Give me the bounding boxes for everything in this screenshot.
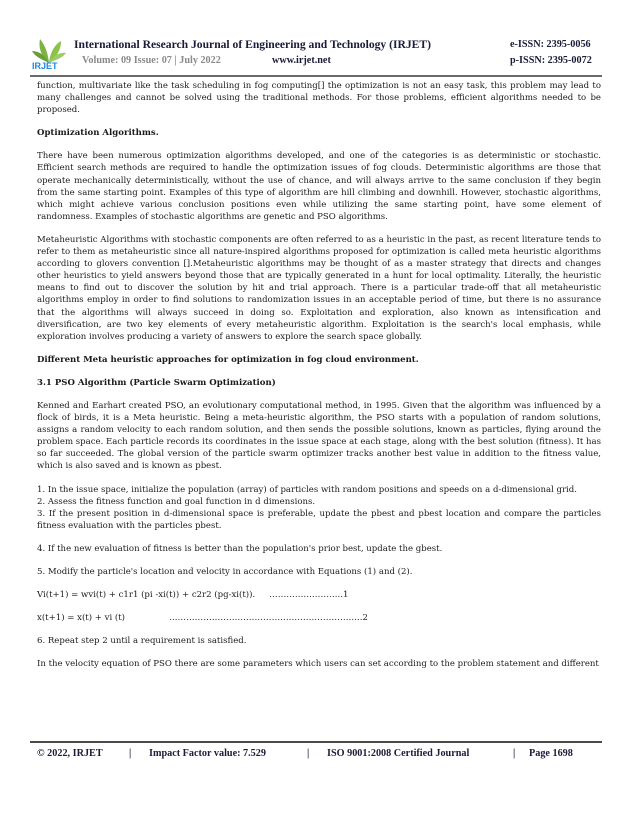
e-issn: e-ISSN: 2395-0056	[510, 39, 591, 50]
equation-number: ……………………..1	[269, 590, 349, 601]
footer-separator: |	[129, 748, 132, 759]
header-divider	[30, 75, 602, 77]
subsection-heading: 3.1 PSO Algorithm (Particle Swarm Optimization)	[37, 377, 276, 388]
equation-text: Vi(t+1) = wvi(t) + c1r1 (pi -xi(t)) + c2r2 (pg-xi(t)).	[37, 590, 256, 601]
list-item: 6. Repeat step 2 until a requirement is satisfied.	[37, 636, 247, 647]
copyright: © 2022, IRJET	[37, 748, 103, 759]
list-item: 2. Assess the fitness function and goal function in d dimensions.	[37, 496, 316, 507]
paragraph: Kenned and Earhart created PSO, an evolutionary computational method, in 1995. Given that the algorithm was influenced by a flock of birds, it is a Meta heuristic. Being a meta-heuristic algorithm, the PSO starts with a population of random solutions, assigns a random velocity to each random solution, and then sends the possible solutions, known as particles, flying around the problem space. Each particle records its coordinates in the issue space at each stage, along with the best solution (fitness). It has so far succeeded. The global version of the particle swarm optimizer tracks another best value in addition to the fitness value, which is also saved and is known as pbest.	[37, 400, 601, 472]
list-item: 1. In the issue space, initialize the population (array) of particles with random positions and speeds on a d-dimensional grid.	[37, 484, 577, 495]
journal-title: International Research Journal of Engineering and Technology (IRJET)	[74, 38, 431, 51]
p-issn: p-ISSN: 2395-0072	[510, 55, 592, 66]
page-number: Page 1698	[529, 748, 573, 759]
irjet-logo-icon	[30, 33, 68, 73]
paragraph: There have been numerous optimization algorithms developed, and one of the categories is as deterministic or stochastic. Efficient search methods are required to handle the optimization issues of fog clouds. Deterministic algorithms are those that operate mechanically deterministically, without the use of chance, and will always arrive to the same conclusion if they begin from the same starting point. Examples of this type of algorithm are hill climbing and downhill. However, stochastic algorithms, which might achieve various conclusion positions even while utilizing the same starting point, have some element of randomness. Examples of stochastic algorithms are genetic and PSO algorithms.	[37, 151, 601, 222]
section-heading: Different Meta heuristic approaches for optimization in fog cloud environment.	[37, 354, 419, 365]
list-item: 4. If the new evaluation of fitness is better than the population's prior best, update the gbest.	[37, 543, 443, 554]
footer-separator: |	[513, 748, 516, 759]
list-item: 3. If the present position in d-dimensional space is preferable, update the pbest and pbest location and compare the particles fitness evaluation with the particles pbest.	[37, 508, 601, 531]
volume-issue: Volume: 09 Issue: 07 | July 2022	[82, 55, 221, 66]
impact-factor: Impact Factor value: 7.529	[149, 748, 266, 759]
equation-2	[37, 612, 601, 624]
iso-certification: ISO 9001:2008 Certified Journal	[327, 748, 470, 759]
section-heading: Optimization Algorithms.	[37, 128, 159, 139]
footer-separator: |	[307, 748, 310, 759]
paragraph: In the velocity equation of PSO there are some parameters which users can set according to the problem statement and different	[37, 659, 599, 670]
paragraph: Metaheuristic Algorithms with stochastic components are often referred to as a heuristic in the past, as recent literature tends to refer to them as metaheuristic since all nature-inspired algorithms proposed for optimization is called meta heuristic algorithms according to glovers convention [].Metaheuristic algorithms may be thought of as a master strategy that directs and changes other heuristics to yield answers beyond those that are typically generated in a hunt for local optimality. Literally, the heuristic means to find out to discover the solution by hit and trial approach. There is a particular trade-off that all metaheuristic algorithms employ in order to find solutions to randomization issues in an acceptable period of time, but there is no assurance that the algorithms will always succeed in doing so. Exploitation and exploration, also known as intensification and diversification, are two key elements of every metaheuristic algorithm. Exploitation is the search's local emphasis, while exploration involves producing a variety of answers to explore the search space globally.	[37, 234, 601, 342]
website-link[interactable]: www.irjet.net	[272, 55, 331, 66]
article-body	[37, 80, 601, 681]
equation-1	[37, 589, 601, 601]
logo-text: IRJET	[32, 61, 58, 71]
page-header	[30, 33, 610, 73]
paragraph: function, multivariate like the task scheduling in fog computing[] the optimization is not an easy task, this problem may lead to many challenges and cannot be solved using the traditional methods. For those problems, efficient algorithms needed to be proposed.	[37, 81, 601, 116]
equation-number: …………………………………………………………..2	[169, 613, 368, 624]
footer-divider	[30, 741, 602, 743]
equation-text: x(t+1) = x(t) + vi (t)	[37, 613, 126, 624]
list-item: 5. Modify the particle's location and velocity in accordance with Equations (1) and (2).	[37, 567, 413, 577]
